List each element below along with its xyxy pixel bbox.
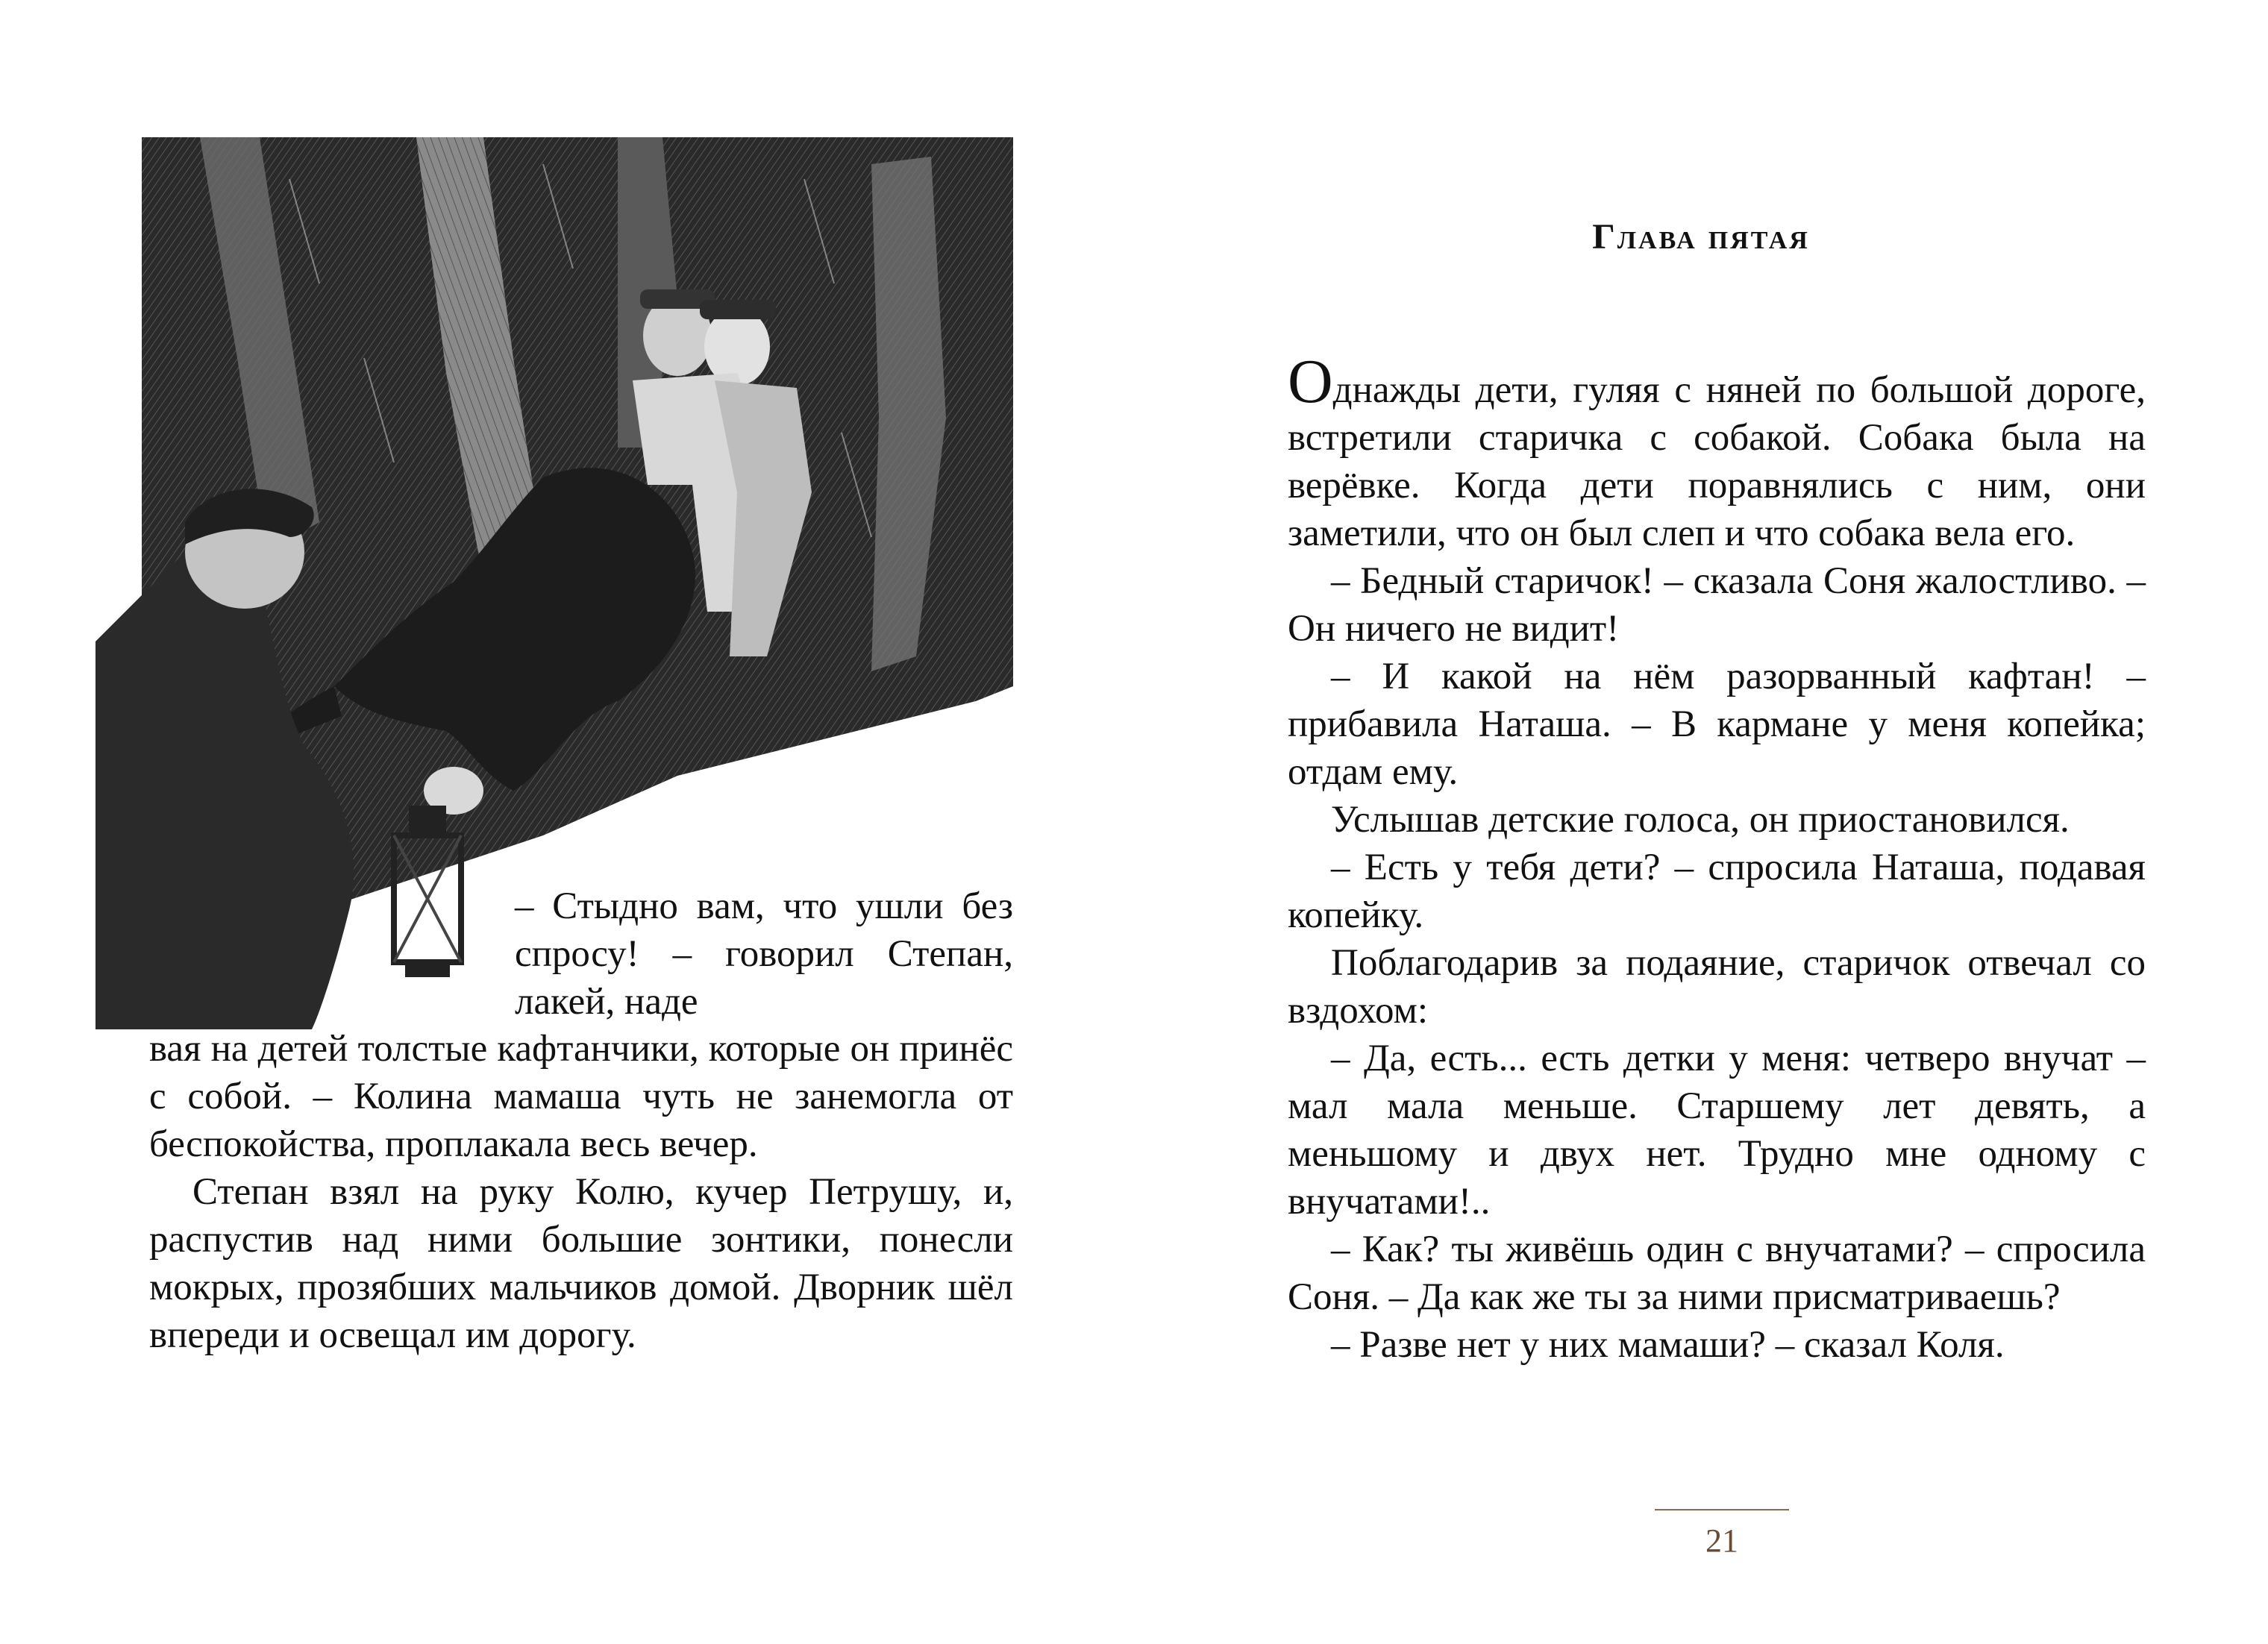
chapter-title: Глава пятая [1592, 217, 1810, 257]
paragraph-4: Услышав детские голоса, он приостановился. [1331, 799, 2070, 841]
paragraph-2: – Бедный старичок! – сказала Соня жалостливо. – Он ничего не видит! [1288, 560, 2146, 650]
paragraph-wrap-part2: вая на детей толстые кафтанчики, которые он принёс с собой. – Колина мамаша чуть не занемогла от беспокойства, проплакала весь вечер. [149, 1028, 1013, 1165]
paragraph-1-text: днажды дети, гуляя с няней по большой дороге, встретили старичка с собакой. Собака была на верёвке. Когда дети поравнялись с ним, они заметили, что он был слеп и что собака вела его. [1288, 369, 2146, 554]
paragraph-6: Поблагодарив за подаяние, старичок отвечал со вздохом: [1288, 942, 2146, 1032]
paragraph-9: – Разве нет у них мамаши? – сказал Коля. [1331, 1324, 2005, 1366]
folio-rule [1655, 1509, 1789, 1510]
wrapped-paragraph-start [515, 882, 1013, 1026]
paragraph-7: – Да, есть... есть детки у меня: четверо внучат – мал мала меньше. Старшему лет девять, а меньшому и двух нет. Трудно мне одному с внучатами!.. [1288, 1038, 2146, 1223]
paragraph-8: – Как? ты живёшь один с внучатами? – спросила Соня. – Да как же ты за ними присматриваешь? [1288, 1229, 2146, 1318]
left-body-text [149, 1025, 1013, 1359]
page-number: 21 [1705, 1522, 1738, 1559]
paragraph-5: – Есть у тебя дети? – спросила Наташа, подавая копейку. [1288, 847, 2146, 936]
right-body-text [1288, 347, 2146, 1369]
paragraph-wrap-part1: – Стыдно вам, что ушли без спросу! – говорил Степан, лакей, наде [515, 885, 1013, 1023]
paragraph-1 [1288, 347, 2146, 557]
paragraph-3: – И какой на нём разорванный кафтан! – прибавила Наташа. – В кармане у меня копейка; отдам ему. [1288, 656, 2146, 793]
paragraph-2: Степан взял на руку Колю, кучер Петрушу, и, распустив над ними большие зонтики, понесли мокрых, прозябших мальчиков домой. Дворник шёл впереди и освещал им дорогу. [149, 1171, 1013, 1356]
drop-cap: О [1288, 347, 1333, 416]
